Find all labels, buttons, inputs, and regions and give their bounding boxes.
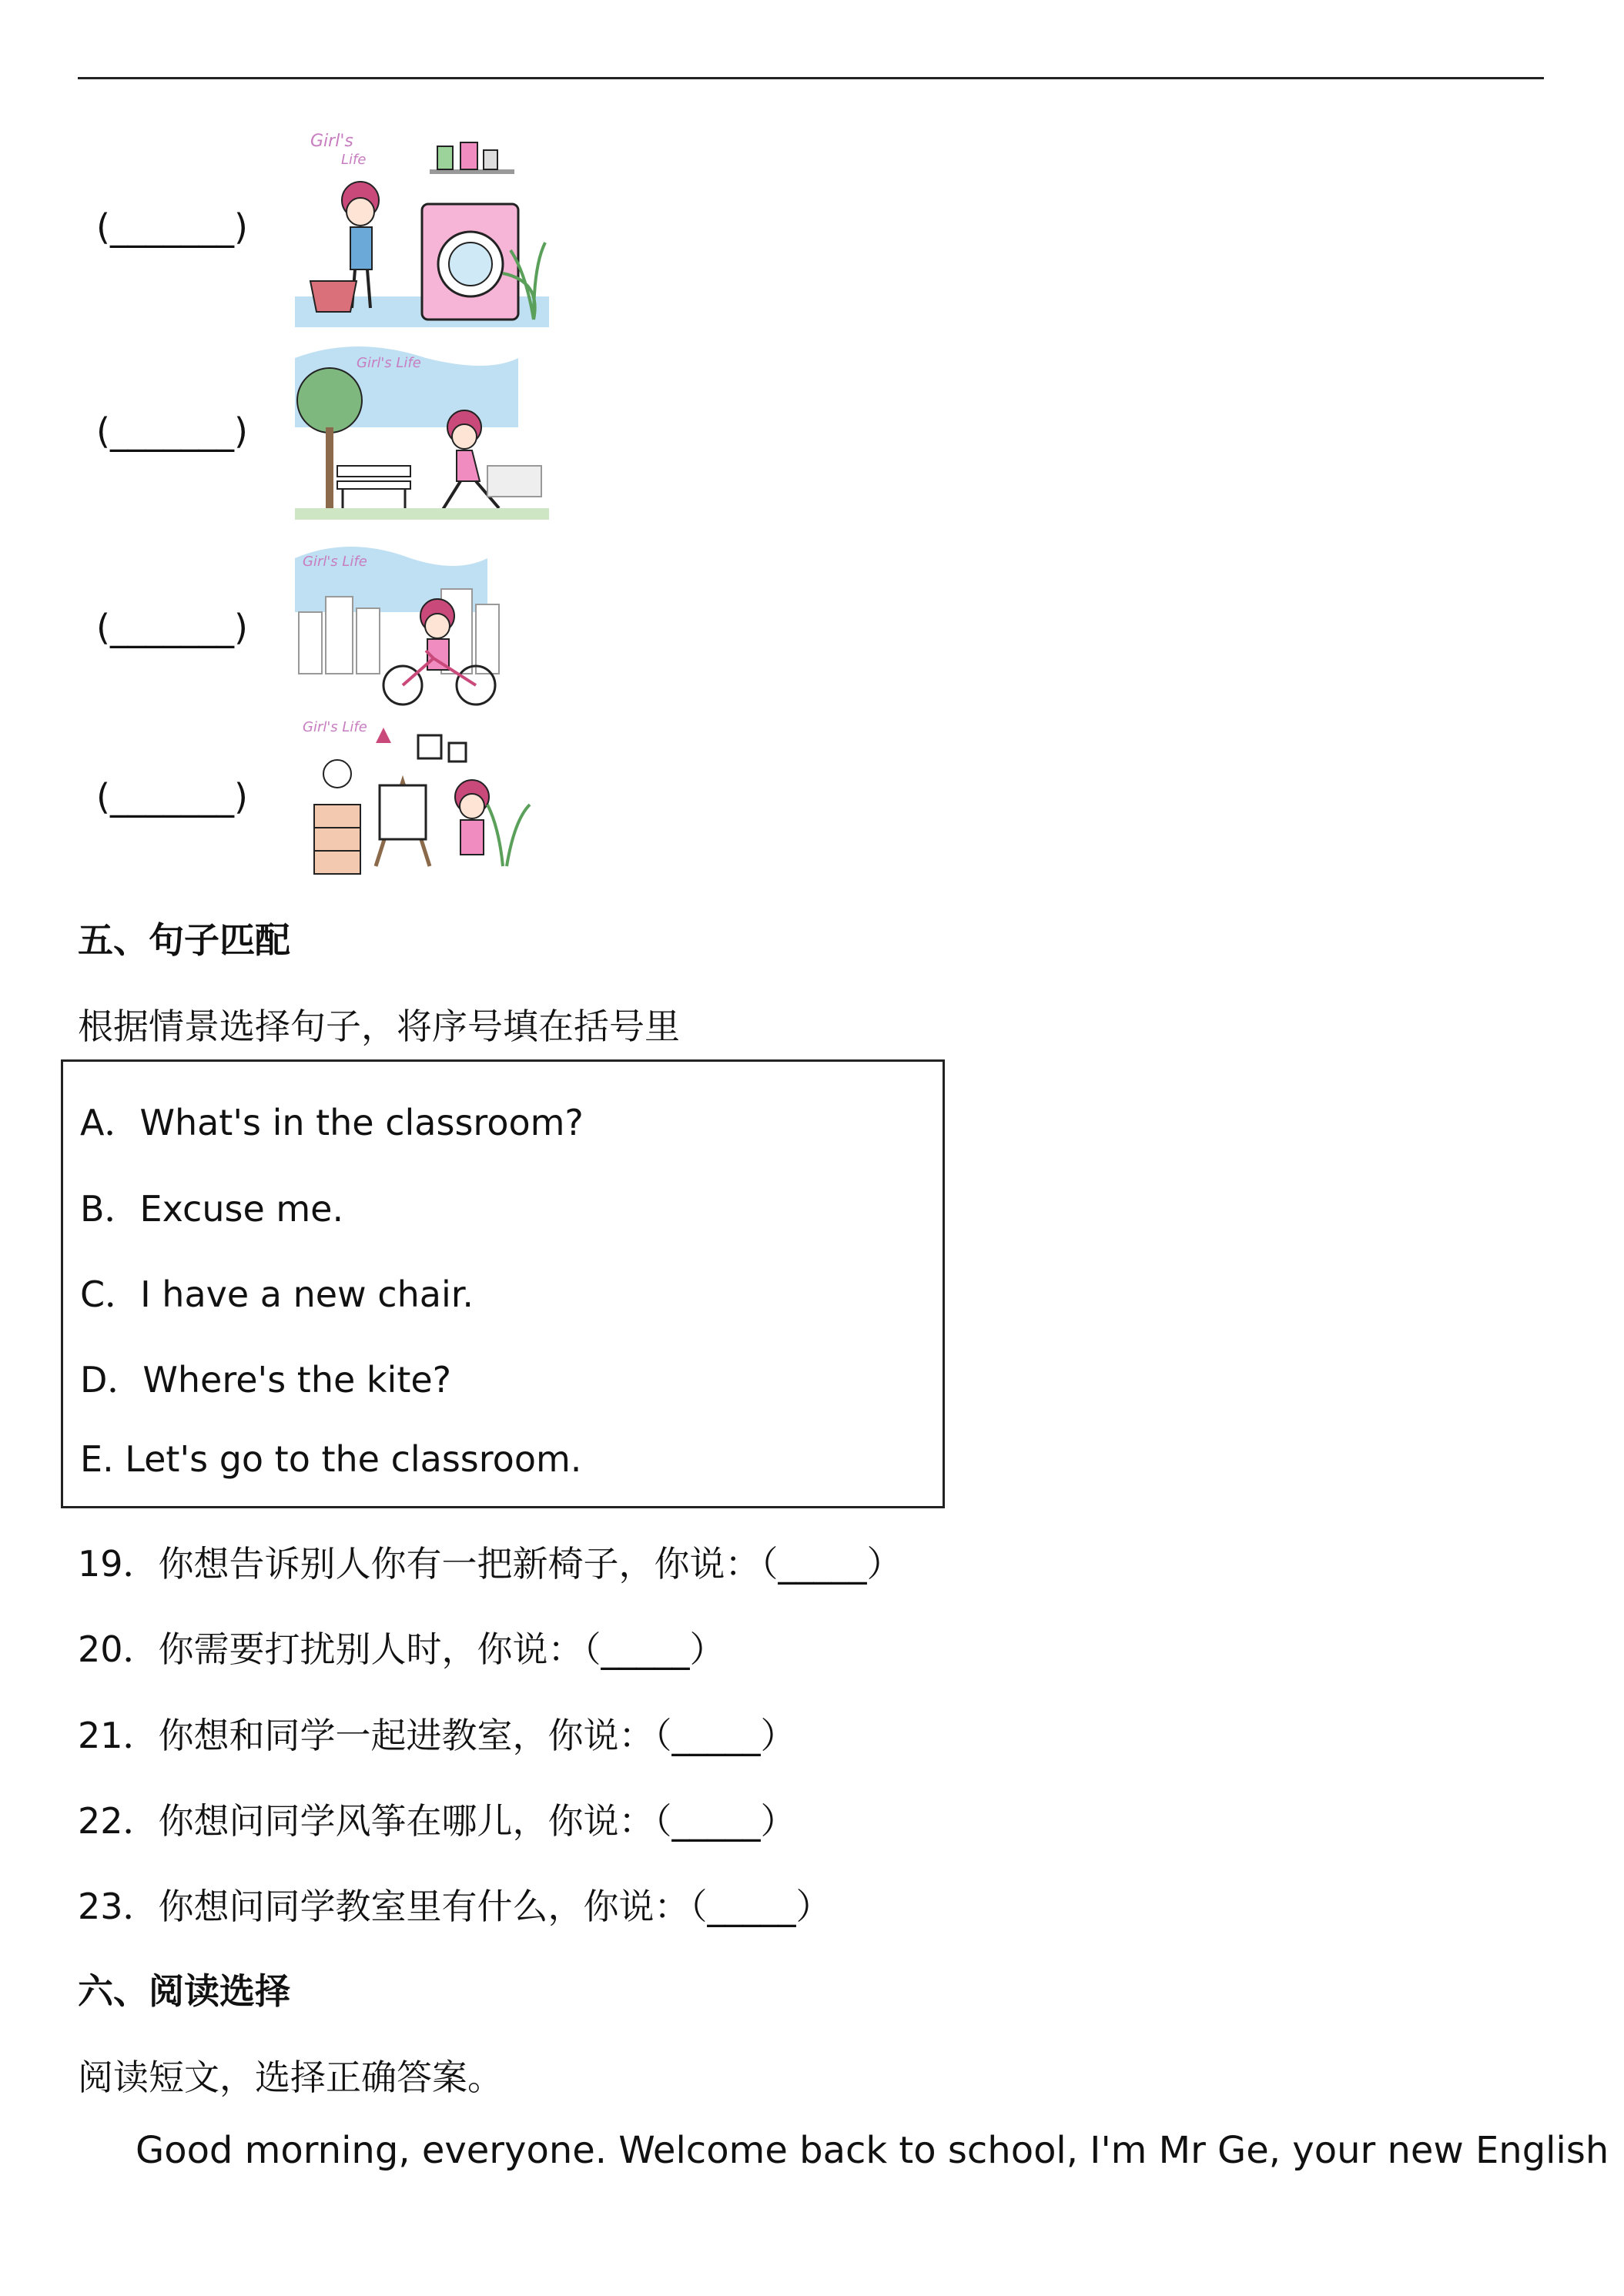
top-rule	[78, 77, 1544, 79]
section-6-instruction: 阅读短文，选择正确答案。	[78, 2057, 503, 2098]
svg-text:Life: Life	[341, 152, 367, 168]
section-5-heading: 五、句子匹配	[78, 919, 290, 961]
girl-painting-at-easel-image	[295, 712, 549, 882]
reading-passage: Good morning, everyone. Welcome back to school, I'm Mr Ge, your new English	[136, 2129, 1609, 2172]
picture-item-1	[96, 127, 549, 327]
girl-riding-bike-in-city-image	[295, 543, 549, 712]
girl-running-in-park-image	[295, 343, 549, 520]
answer-blank: (_______)	[96, 206, 248, 248]
svg-text:Girl's Life: Girl's Life	[303, 719, 367, 735]
answer-blank: (_______)	[96, 607, 248, 648]
section-6-heading: 六、阅读选择	[78, 1970, 290, 2012]
answer-blank: (_______)	[96, 410, 248, 452]
options-box	[61, 1059, 945, 1508]
question-22: 22．你想问同学风筝在哪儿，你说：（_____）	[78, 1800, 796, 1842]
option-b: B．Excuse me.	[80, 1188, 344, 1230]
question-20: 20．你需要打扰别人时，你说：（_____）	[78, 1628, 725, 1670]
svg-text:Girl's Life: Girl's Life	[303, 554, 367, 570]
option-c: C．I have a new chair.	[80, 1274, 474, 1315]
question-21: 21．你想和同学一起进教室，你说：（_____）	[78, 1715, 796, 1756]
option-d: D．Where's the kite?	[80, 1359, 452, 1401]
girl-washing-clothes-image	[295, 127, 549, 327]
option-e: E. Let's go to the classroom.	[80, 1438, 582, 1480]
svg-text:Girl's: Girl's	[310, 132, 353, 151]
picture-item-4	[96, 712, 549, 882]
picture-item-2	[96, 343, 549, 520]
question-19: 19．你想告诉别人你有一把新椅子，你说：（_____）	[78, 1543, 902, 1585]
picture-item-3	[96, 543, 549, 712]
svg-text:Girl's Life: Girl's Life	[357, 355, 421, 371]
section-5-instruction: 根据情景选择句子，将序号填在括号里	[78, 1006, 680, 1047]
answer-blank: (_______)	[96, 776, 248, 818]
option-a: A．What's in the classroom?	[80, 1102, 584, 1143]
question-23: 23．你想问同学教室里有什么，你说：（_____）	[78, 1886, 832, 1927]
